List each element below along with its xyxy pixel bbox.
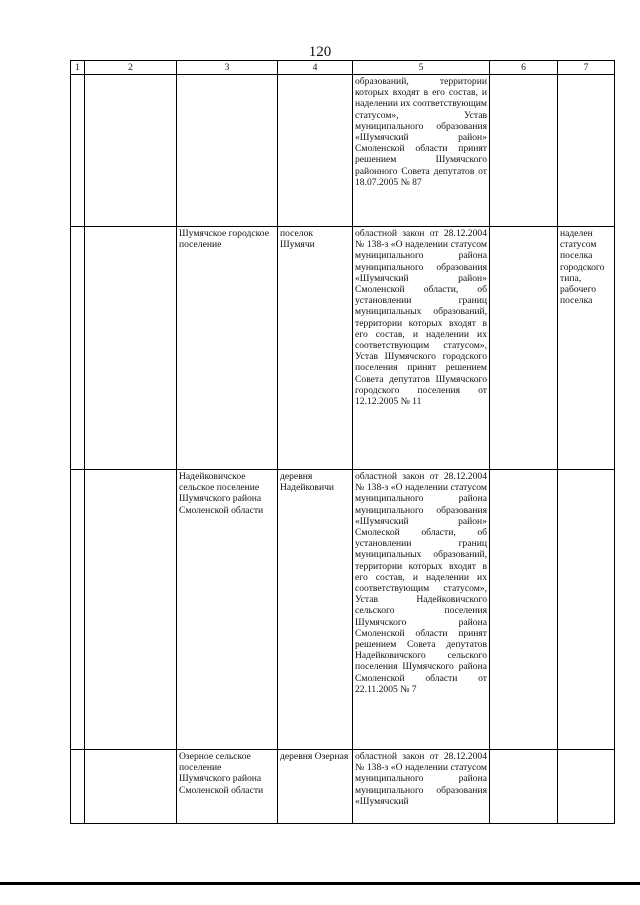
cell-col2 — [85, 470, 177, 750]
column-header-6: 6 — [490, 61, 558, 75]
cell-center: деревня Озерная — [278, 750, 353, 824]
cell-center: поселок Шумячи — [278, 227, 353, 470]
cell-municipality — [177, 75, 278, 227]
cell-col2 — [85, 227, 177, 470]
document-table — [70, 60, 615, 824]
column-header-2: 2 — [85, 61, 177, 75]
cell-legal-basis: областной закон от 28.12.2004 № 138-з «О наделении статусом муниципального района муниципального образования «Шумячский — [353, 750, 490, 824]
cell-status-note: наделен статусом поселка городского типа, рабочего поселка — [558, 227, 615, 470]
table-row — [71, 750, 615, 824]
table-header-row — [71, 61, 615, 75]
cell-legal-basis: областной закон от 28.12.2004 № 138-з «О наделении статусом муниципального района муниципального образования «Шумячский район» Смолеской области, об установлении границ муниципальных образований, территории которых входят в его состав, и наделении их соответствующим статусом», Устав Надейковичского сельского поселения Шумячского района Смоленской области принят решением Совета депутатов Надейковичского сельского поселения Шумячского района Смоленской области от 22.11.2005 № 7 — [353, 470, 490, 750]
cell-col7 — [558, 75, 615, 227]
column-header-7: 7 — [558, 61, 615, 75]
bottom-rule — [0, 882, 640, 885]
cell-col2 — [85, 75, 177, 227]
table-row — [71, 470, 615, 750]
cell-col1 — [71, 750, 85, 824]
cell-col2 — [85, 750, 177, 824]
cell-center — [278, 75, 353, 227]
cell-legal-basis: областной закон от 28.12.2004 № 138-з «О наделении статусом муниципального района муниципального образования «Шумячский район» Смоленской области, об установлении границ муниципальных образований, территории которых входят в его состав, и наделении их соответствующим статусом», Устав Шумячского городского поселения принят решением Совета депутатов Шумячского городского поселения от 12.12.2005 № 11 — [353, 227, 490, 470]
column-header-3: 3 — [177, 61, 278, 75]
column-header-1: 1 — [71, 61, 85, 75]
column-header-5: 5 — [353, 61, 490, 75]
cell-center: деревня Надейковичи — [278, 470, 353, 750]
page-number: 120 — [308, 44, 332, 60]
cell-col6 — [490, 750, 558, 824]
cell-col6 — [490, 75, 558, 227]
cell-col1 — [71, 470, 85, 750]
table-row — [71, 227, 615, 470]
cell-municipality: Озерное сельское поселение Шумячского района Смоленской области — [177, 750, 278, 824]
cell-col7 — [558, 750, 615, 824]
cell-col7 — [558, 470, 615, 750]
cell-municipality: Шумячское городское поселение — [177, 227, 278, 470]
cell-legal-basis: образований, территории которых входят в его состав, и наделении их соответствующим статусом», Устав муниципального образования «Шумячский район» Смоленской области принят решением Шумячского районного Совета депутатов от 18.07.2005 № 87 — [353, 75, 490, 227]
cell-municipality: Надейковичское сельское поселение Шумячского района Смоленской области — [177, 470, 278, 750]
cell-col6 — [490, 227, 558, 470]
cell-col1 — [71, 75, 85, 227]
table-row — [71, 75, 615, 227]
cell-col6 — [490, 470, 558, 750]
cell-col1 — [71, 227, 85, 470]
column-header-4: 4 — [278, 61, 353, 75]
